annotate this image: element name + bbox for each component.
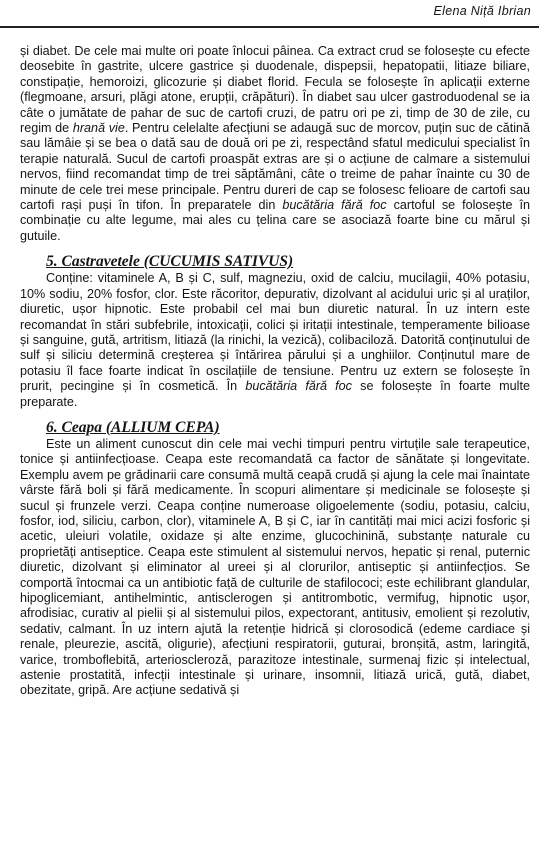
page-body — [20, 44, 530, 699]
section-paragraph-ceapa: Este un aliment cunoscut din cele mai vechi timpuri pentru virtuțile sale terapeutice, tonice și antiinfecțioase. Ceapa este recomandată ca factor de sănătate și longevitate. Exemplu avem pe grădinarii care consumă multă ceapă crudă și ajung la cele mai înaintate vârste fără boli și fără medicamente. În scopuri alimentare și medicinale se folosește și sucul și frunzele verzi. Ceapa conține numeroase oligoelemente (sodiu, potasiu, calciu, fosfor, iod, siliciu, carbon, clor), vitaminele A, B și C, iar în cantități mai mici acizi fosforic și acetic, uleiuri volatile, oxidaze și alte enzime, glucochinină, substanțe naturale cu proprietăți antiseptice. Ceapa este stimulent al sistemului nervos, hepatic și renal, puternic diuretic, dizolvant și eliminator al ureei și al clorurilor, antiseptic și antiinfecțios. Se comportă întocmai ca un antibiotic față de culturile de stafilococi; este echilibrant glandular, hipoglicemiant, antihelmintic, antisclerogen și antitrombotic, vermifug, hipnotic ușor, afrodisiac, curativ al pielii și al sistemului pilos, expectorant, antitusiv, emolient și rezolutiv, sedativ, calmant. În uz intern ajută la retenție hidrică și clorosodică (edeme cardiace și renale, pleurezie, ascită, oligurie), afecțiuni respiratorii, guturai, bronșită, astm, laringită, varice, tromboflebită, arterioscleroză, parazitoze intestinale, surmenaj fizic și intelectual, astenie prostatită, infecții intestinale și urinare, insomnii, litiază urică, gută, diabet, obezitate, gripă. Are acțiune sedativă și — [20, 436, 530, 698]
running-header-author: Elena Niță Ibrian — [433, 4, 531, 18]
italic-term: bucătăria fără foc — [282, 198, 387, 213]
section-heading-ceapa: 6. Ceapa (ALLIUM CEPA) — [46, 418, 220, 436]
header-rule — [0, 26, 539, 28]
italic-term: hrană vie — [72, 121, 125, 136]
section-paragraph-castravetele: Conține: vitaminele A, B și C, sulf, magneziu, oxid de calciu, mucilagii, 40% potasiu, 10% sodiu, 20% fosfor, clor. Este răcoritor, depurativ, dizolvant al acidului uric și al uraților, diuretic, ușor hipnotic. Este probabil cel mai bun diuretic natural. În uz intern este recomandat în stări subfebrile, intoxicații, colici și iritații intestinale, temperamente bilioase și sanguine, gută, artritism, litiază (la rinichi, la vezică), colibaciloză. Datorită conținutului de sulf și siliciu determină creșterea și întărirea părului și a unghiilor. Conținutul mare de potasiu îl face foarte indicat în oscilațiile de tensiune. Pentru uz extern se folosește în prurit, pecingine și în cosmetică. În bucătăria fără foc se folosește în foarte multe preparate. — [20, 271, 530, 409]
italic-term: bucătăria fără foc — [245, 379, 352, 394]
section-heading-castravetele: 5. Castravetele (CUCUMIS SATIVUS) — [46, 253, 294, 271]
intro-paragraph: și diabet. De cele mai multe ori poate înlocui pâinea. Ca extract crud se folosește cu efecte deosebite în gastrite, ulcere gastrice și duodenale, dispepsii, hepatopatii, litiaze biliare, constipație, hemoroizi, glicozurie și diabet florid. Fecula se folosește în aplicații externe (flegmoane, arsuri, plăgi atone, erupții, crăpături). În diabet sau ulcer gastroduodenal se ia câte o jumătate de pahar de suc de cartofi cruzi, de patru ori pe zi, timp de 30 de zile, cu regim de hrană vie. Pentru celelalte afecțiuni se adaugă suc de morcov, puțin suc de cătină sau lămâie și se bea o dată sau de două ori pe zi, respectând sfatul medicului specialist în terapie naturală. Sucul de cartofi proaspăt extras are și o acțiune de calmare a sistemului nervos, fiind recomandat timp de trei săptămâni, câte o treime de pahar înainte cu 30 de minute de cele trei mese principale. Pentru dureri de cap se folosesc felioare de cartofi sau cartofi rași puși în tifon. În preparatele din bucătăria fără foc cartoful se folosește în combinație cu alte legume, mai ales cu țelina care se asociază foarte bine cu mărul și gutuile. — [20, 44, 531, 243]
